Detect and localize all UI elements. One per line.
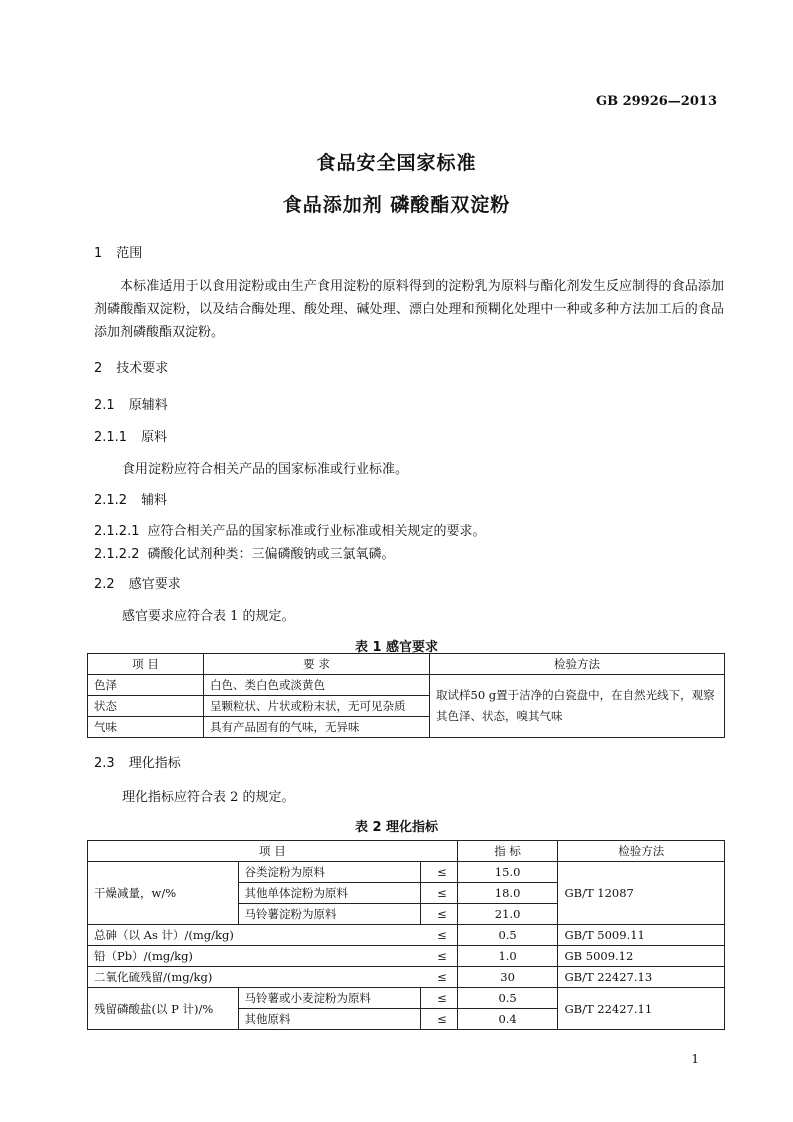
- standard-code: GB 29926—2013: [595, 94, 717, 109]
- table-cell: 状态: [88, 696, 204, 717]
- section-title: 原料: [141, 430, 168, 445]
- raw-material-text: 食用淀粉应符合相关产品的国家标准或行业标准。: [122, 462, 409, 477]
- table-cell: 二氧化硫残留/(mg/kg): [88, 967, 421, 988]
- section-title: 感官要求: [128, 577, 181, 592]
- table-cell: 呈颗粒状、片状或粉末状，无可见杂质: [204, 696, 430, 717]
- table-cell: GB/T 12087: [558, 862, 725, 925]
- section-title: 范围: [116, 246, 143, 261]
- clause-text: 磷酸化试剂种类：三偏磷酸钠或三氯氧磷。: [147, 547, 395, 562]
- table-cell: GB/T 22427.13: [558, 967, 725, 988]
- table-cell: 其他单体淀粉为原料: [238, 883, 420, 904]
- section-number: 2.3: [94, 756, 115, 771]
- clause-2-1-2-2: [94, 543, 395, 562]
- section-title: 理化指标: [128, 756, 181, 771]
- table-cell: GB/T 22427.11: [558, 988, 725, 1030]
- le-sign: ≤: [420, 883, 457, 904]
- scope-paragraph: 本标准适用于以食用淀粉或由生产食用淀粉的原料得到的淀粉乳为原料与酯化剂发生反应制得的食品添加剂磷酸酯双淀粉，以及结合酶处理、酸处理、碱处理、漂白处理和预糊化处理中一种或多种方法加工后的食品添加剂磷酸酯双淀粉。: [94, 279, 724, 340]
- table-header: 指 标: [457, 841, 558, 862]
- section-number: 2.1.1: [94, 430, 128, 445]
- le-sign: ≤: [420, 946, 457, 967]
- clause-number: 2.1.2.2: [94, 547, 140, 562]
- table-cell: 具有产品固有的气味，无异味: [204, 717, 430, 738]
- table-cell: GB 5009.12: [558, 946, 725, 967]
- section-number: 1: [94, 246, 103, 261]
- le-sign: ≤: [420, 967, 457, 988]
- table-cell: GB/T 5009.11: [558, 925, 725, 946]
- table-cell: 总砷（以 As 计）/(mg/kg): [88, 925, 421, 946]
- le-sign: ≤: [420, 988, 457, 1009]
- le-sign: ≤: [420, 862, 457, 883]
- table-1-sensory: [87, 653, 725, 738]
- section-2-3-heading: [94, 752, 181, 771]
- clause-number: 2.1.2.1: [94, 524, 140, 539]
- table-header: 项 目: [88, 841, 458, 862]
- section-2-2-heading: [94, 573, 181, 592]
- physchem-text: 理化指标应符合表 2 的规定。: [122, 790, 295, 805]
- table-cell: 气味: [88, 717, 204, 738]
- table-cell: 0.5: [457, 925, 558, 946]
- table-cell: 18.0: [457, 883, 558, 904]
- table-cell: 色泽: [88, 675, 204, 696]
- section-1-heading: [94, 242, 142, 261]
- table-header: 检验方法: [430, 654, 725, 675]
- table-cell: 1.0: [457, 946, 558, 967]
- le-sign: ≤: [420, 904, 457, 925]
- table-cell: 21.0: [457, 904, 558, 925]
- table-1-caption: 表 1 感官要求: [354, 640, 439, 655]
- sensory-text: 感官要求应符合表 1 的规定。: [122, 609, 295, 624]
- section-2-1-2-heading: [94, 489, 167, 508]
- table-cell: 谷类淀粉为原料: [238, 862, 420, 883]
- table-cell: 取试样50 g置于洁净的白瓷盘中，在自然光线下，观察其色泽、状态，嗅其气味: [430, 675, 725, 738]
- section-number: 2.1.2: [94, 493, 128, 508]
- section-2-1-heading: [94, 394, 168, 413]
- table-2-physchem: [87, 840, 725, 1030]
- table-cell: 马铃薯淀粉为原料: [238, 904, 420, 925]
- le-sign: ≤: [420, 1009, 457, 1030]
- section-number: 2.1: [94, 398, 115, 413]
- table-cell: 30: [457, 967, 558, 988]
- doc-subtitle: 食品添加剂 磷酸酯双淀粉: [282, 194, 511, 216]
- page-number: 1: [691, 1052, 699, 1066]
- table-cell: 马铃薯或小麦淀粉为原料: [238, 988, 420, 1009]
- clause-2-1-2-1: [94, 520, 486, 539]
- table-header: 项 目: [88, 654, 204, 675]
- table-cell: 0.5: [457, 988, 558, 1009]
- table-header: 检验方法: [558, 841, 725, 862]
- section-title: 技术要求: [116, 361, 169, 376]
- section-title: 原辅料: [128, 398, 168, 413]
- clause-text: 应符合相关产品的国家标准或行业标准或相关规定的要求。: [147, 524, 486, 539]
- section-2-1-1-heading: [94, 426, 167, 445]
- section-title: 辅料: [141, 493, 168, 508]
- table-cell: 残留磷酸盐(以 P 计)/%: [88, 988, 239, 1030]
- doc-title: 食品安全国家标准: [316, 152, 477, 174]
- le-sign: ≤: [420, 925, 457, 946]
- table-cell: 其他原料: [238, 1009, 420, 1030]
- table-cell: 铅（Pb）/(mg/kg): [88, 946, 421, 967]
- section-number: 2: [94, 361, 103, 376]
- table-cell: 干燥减量，w/%: [88, 862, 239, 925]
- table-cell: 白色、类白色或淡黄色: [204, 675, 430, 696]
- table-2-caption: 表 2 理化指标: [354, 820, 439, 835]
- section-number: 2.2: [94, 577, 115, 592]
- table-header: 要 求: [204, 654, 430, 675]
- table-cell: 15.0: [457, 862, 558, 883]
- table-cell: 0.4: [457, 1009, 558, 1030]
- section-2-heading: [94, 357, 168, 376]
